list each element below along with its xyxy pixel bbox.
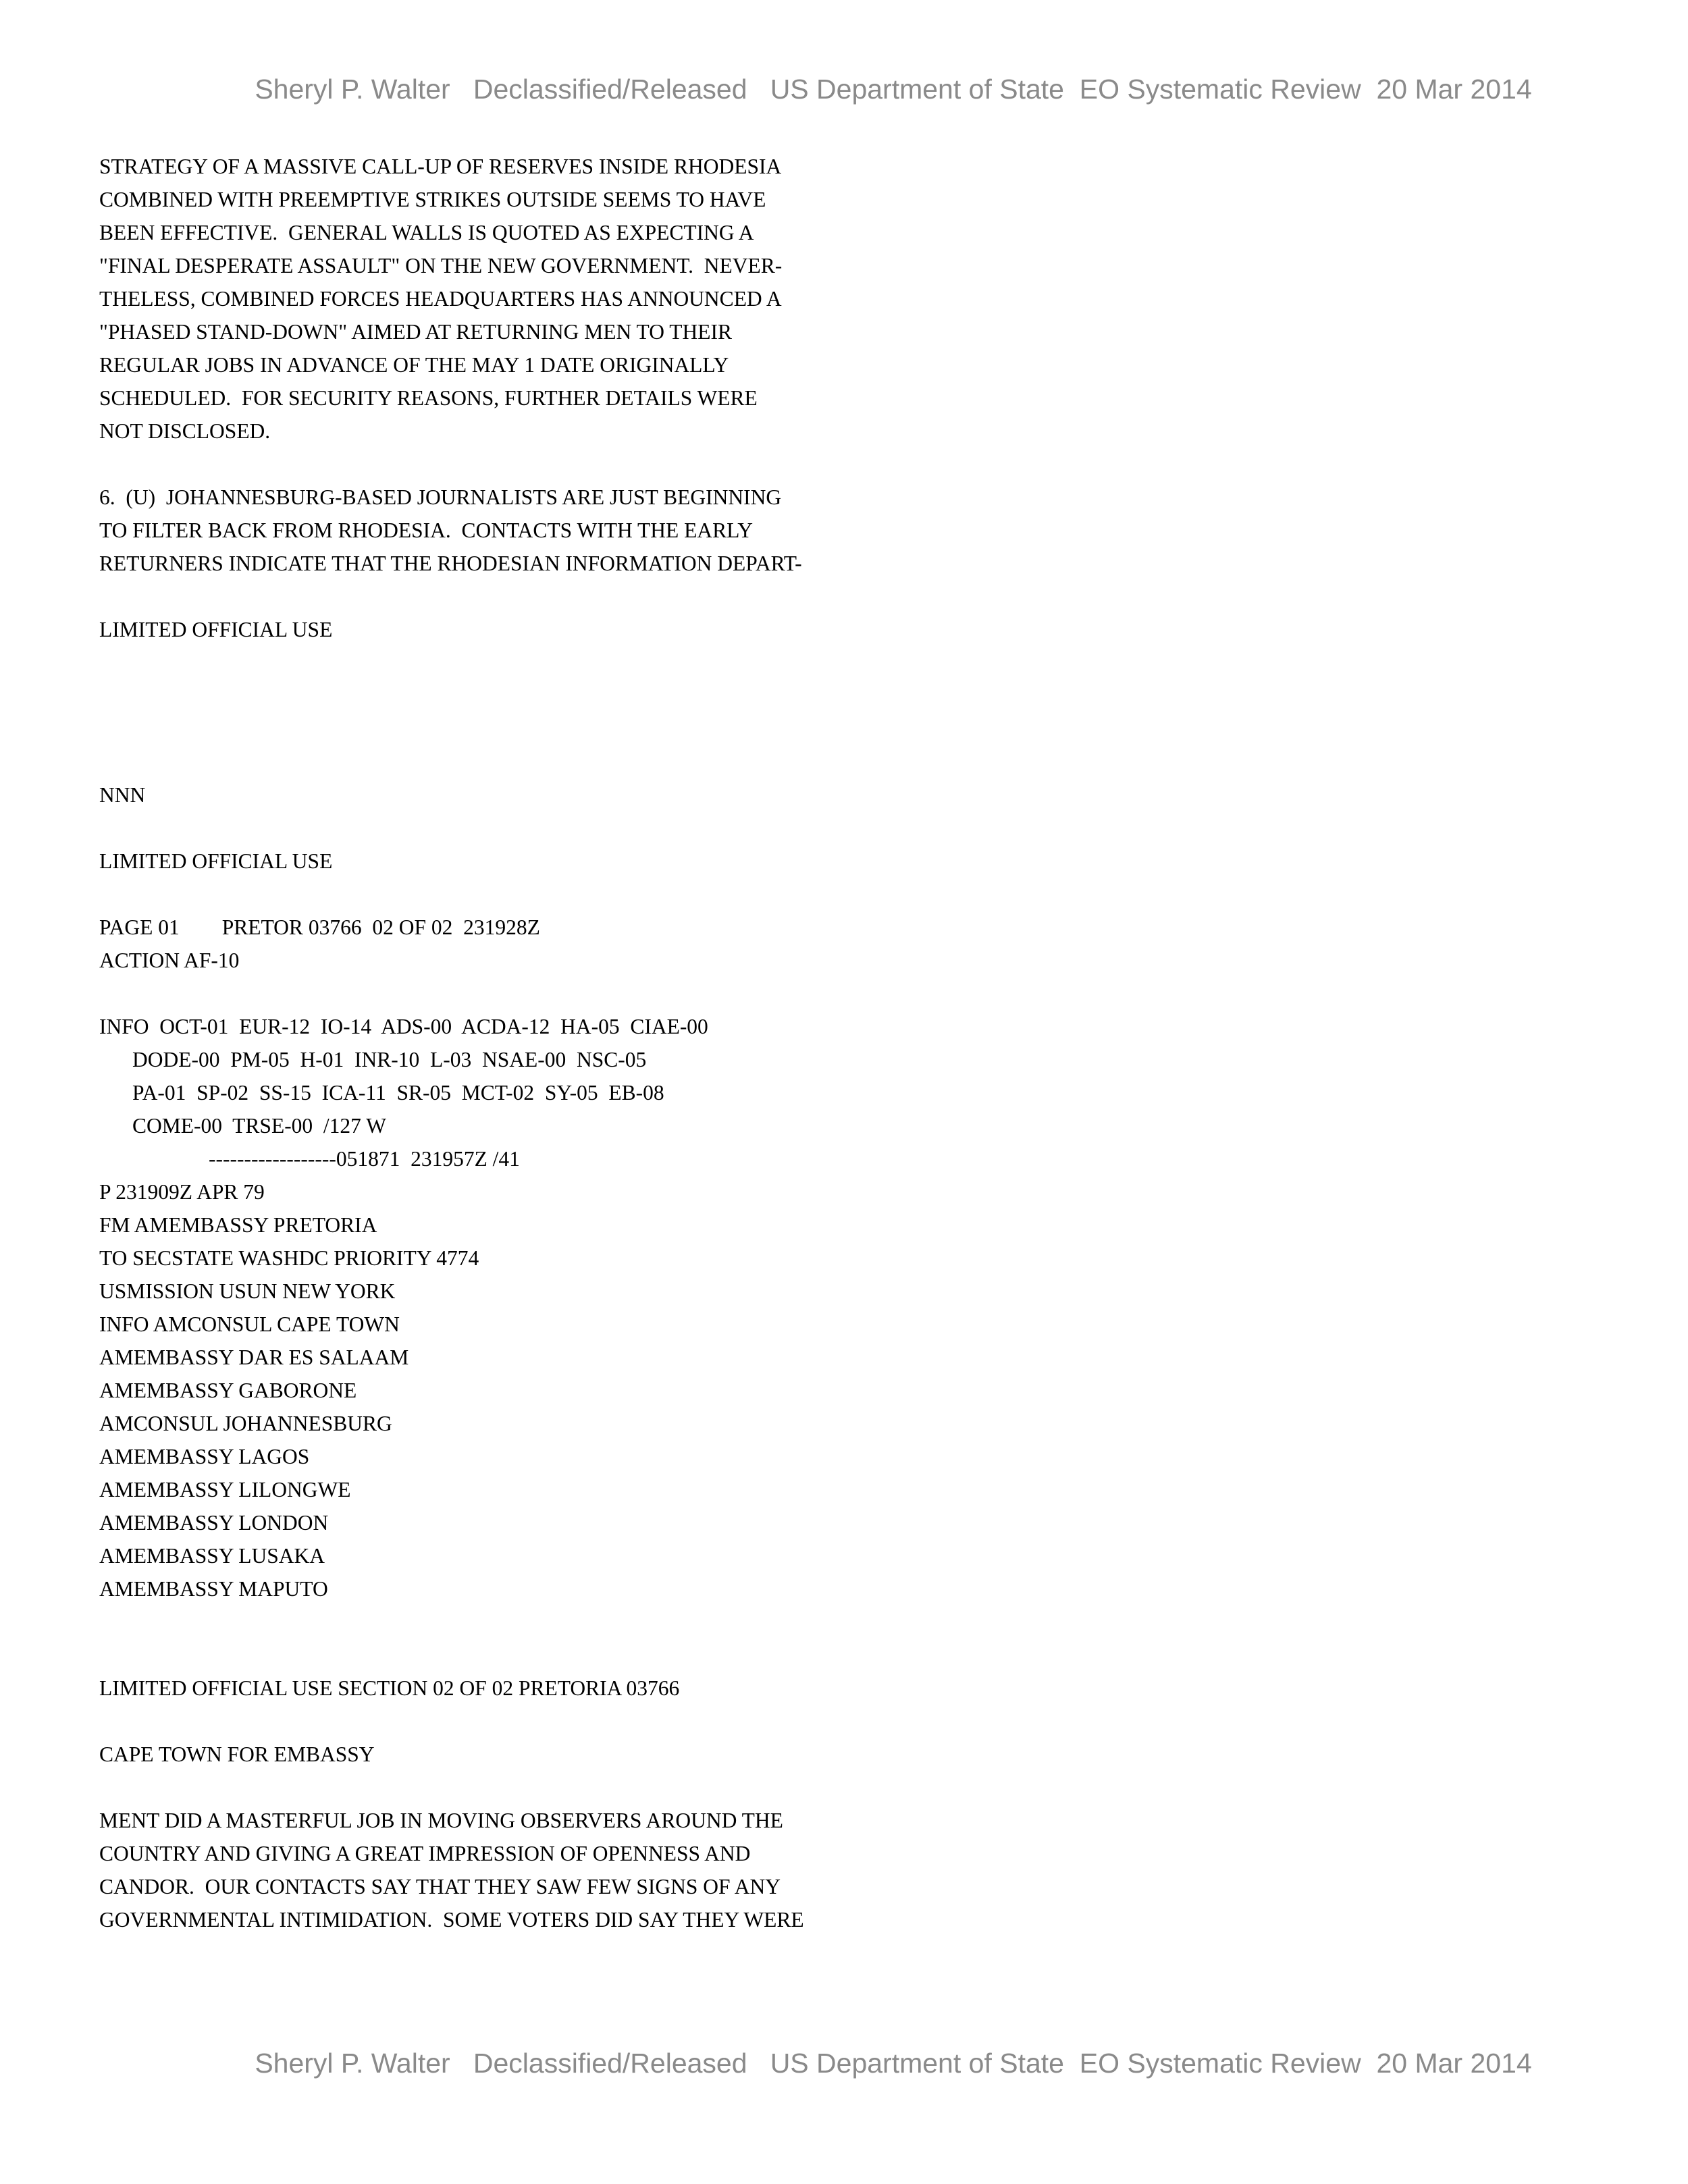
info-line: COME-00 TRSE-00 /127 W [132,1114,386,1138]
info-line: INFO OCT-01 EUR-12 IO-14 ADS-00 ACDA-12 HA-05 CIAE-00 [99,1015,708,1038]
routing-line: AMEMBASSY GABORONE [99,1379,357,1402]
routing-line: FM AMEMBASSY PRETORIA [99,1213,377,1237]
text-line: MENT DID A MASTERFUL JOB IN MOVING OBSERVERS AROUND THE [99,1809,783,1832]
declassification-stamp-footer: Sheryl P. Walter Declassified/Released US Department of State EO Systematic Review 20 Mar 2014 [255,2048,1532,2079]
dash-line: ------------------051871 231957Z /41 [209,1147,520,1171]
classification-marking: LIMITED OFFICIAL USE [99,849,333,873]
text-line: REGULAR JOBS IN ADVANCE OF THE MAY 1 DATE ORIGINALLY [99,353,729,377]
routing-block [99,1175,1585,1605]
text-line: STRATEGY OF A MASSIVE CALL-UP OF RESERVES INSIDE RHODESIA [99,155,782,178]
routing-line: AMEMBASSY LUSAKA [99,1544,325,1568]
text-line: 6. (U) JOHANNESBURG-BASED JOURNALISTS ARE JUST BEGINNING [99,485,782,509]
routing-line: P 231909Z APR 79 [99,1180,265,1204]
classification-marking: LIMITED OFFICIAL USE [99,618,333,641]
text-line: COMBINED WITH PREEMPTIVE STRIKES OUTSIDE SEEMS TO HAVE [99,188,766,211]
text-line: RETURNERS INDICATE THAT THE RHODESIAN INFORMATION DEPART- [99,552,802,575]
text-line: TO FILTER BACK FROM RHODESIA. CONTACTS WITH THE EARLY [99,518,753,542]
routing-line: USMISSION USUN NEW YORK [99,1279,396,1303]
text-line: CANDOR. OUR CONTACTS SAY THAT THEY SAW FEW SIGNS OF ANY [99,1875,781,1898]
routing-line: INFO AMCONSUL CAPE TOWN [99,1312,400,1336]
text-line: SCHEDULED. FOR SECURITY REASONS, FURTHER DETAILS WERE [99,386,758,410]
info-line: PA-01 SP-02 SS-15 ICA-11 SR-05 MCT-02 SY-05 EB-08 [132,1081,664,1104]
section-line: LIMITED OFFICIAL USE SECTION 02 OF 02 PRETORIA 03766 [99,1676,680,1700]
declassification-stamp-header: Sheryl P. Walter Declassified/Released US Department of State EO Systematic Review 20 Mar 2014 [255,74,1532,105]
routing-line: AMEMBASSY LILONGWE [99,1478,351,1501]
routing-line: AMEMBASSY DAR ES SALAAM [99,1346,409,1369]
paragraph-6 [99,481,1585,580]
nnn-marker: NNN [99,783,146,807]
routing-line: TO SECSTATE WASHDC PRIORITY 4774 [99,1246,479,1270]
text-line: BEEN EFFECTIVE. GENERAL WALLS IS QUOTED AS EXPECTING A [99,221,754,244]
cape-town-line: CAPE TOWN FOR EMBASSY [99,1742,375,1766]
text-line: NOT DISCLOSED. [99,419,271,443]
text-line: THELESS, COMBINED FORCES HEADQUARTERS HAS ANNOUNCED A [99,287,782,311]
text-line: COUNTRY AND GIVING A GREAT IMPRESSION OF OPENNESS AND [99,1842,751,1865]
action-line: ACTION AF-10 [99,949,240,972]
paragraph-continued [99,150,1585,448]
text-line: "PHASED STAND-DOWN" AIMED AT RETURNING MEN TO THEIR [99,320,733,344]
page-header-line: PAGE 01 PRETOR 03766 02 OF 02 231928Z [99,915,540,939]
routing-line: AMEMBASSY MAPUTO [99,1577,328,1601]
cable-document [99,150,1585,1936]
text-line: GOVERNMENTAL INTIMIDATION. SOME VOTERS DID SAY THEY WERE [99,1908,804,1932]
routing-line: AMEMBASSY LONDON [99,1511,329,1535]
info-distribution [99,1010,1585,1175]
routing-line: AMCONSUL JOHANNESBURG [99,1412,392,1435]
routing-line: AMEMBASSY LAGOS [99,1445,310,1468]
text-line: "FINAL DESPERATE ASSAULT" ON THE NEW GOVERNMENT. NEVER- [99,254,783,277]
info-line: DODE-00 PM-05 H-01 INR-10 L-03 NSAE-00 NSC-05 [132,1048,647,1071]
paragraph-final [99,1804,1585,1936]
